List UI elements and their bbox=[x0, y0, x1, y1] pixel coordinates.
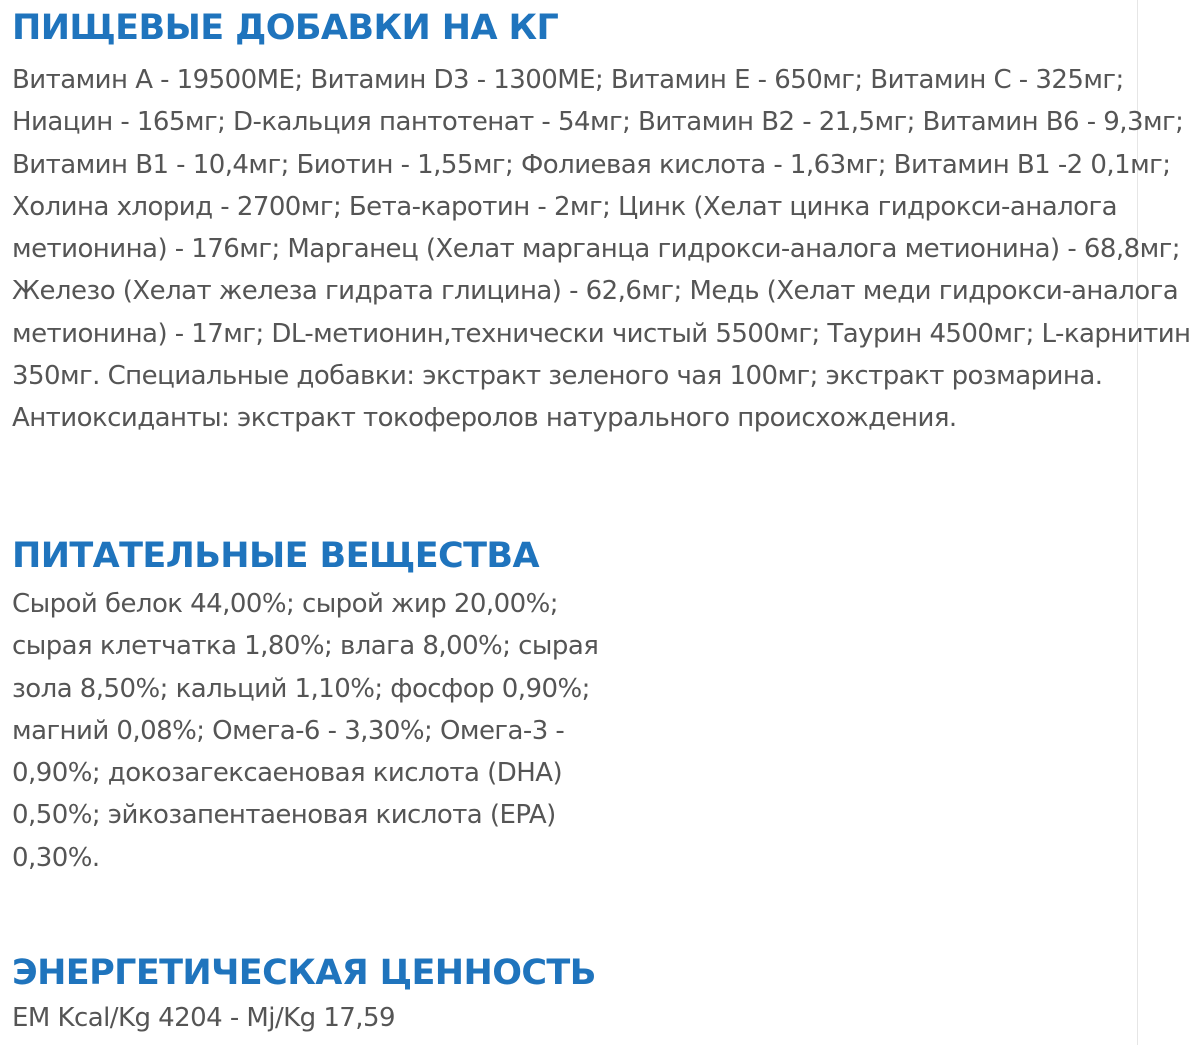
additives-text: Витамин A - 19500МЕ; Витамин D3 - 1300МЕ; Витамин E - 650мг; Витамин С - 325мг; Ниацин - 165мг; D-кальция пантотенат - 54мг; Витамин В2 - 21,5мг; Витамин В6 - 9,3мг; Витамин В1 - 10,4мг; Биотин - 1,55мг; Фолиевая кислота - 1,63мг; Витамин В1 -2 0,1мг; Холина хлорид - 2700мг; Бета-каротин - 2мг; Цинк (Хелат цинка гидрокси-аналога метионина) - 176мг; Марганец (Хелат марганца гидрокси-аналога метионина) - 68,8мг; Железо (Хелат железа гидрата глицина) - 62,6мг; Медь (Хелат меди гидрокси-аналога метионина) - 17мг; DL-метионин,технически чистый 5500мг; Таурин 4500мг; L-карнитин 350мг. Специальные добавки: экстракт зеленого чая 100мг; экстракт розмарина. Антиоксиданты: экстракт токоферолов натурального происхождения. bbox=[12, 65, 1191, 434]
energy-text: EM Kcal/Kg 4204 - Mj/Kg 17,59 bbox=[12, 1003, 396, 1033]
nutrients-text: Сырой белок 44,00%; сырой жир 20,00%; сырая клетчатка 1,80%; влага 8,00%; сырая зола 8,50%; кальций 1,10%; фосфор 0,90%; магний 0,08%; Омега-6 - 3,30%; Омега-3 - 0,90%; докозагексаеновая кислота (DHA) 0,50%; эйкозапентаеновая кислота (EPA) 0,30%. bbox=[12, 589, 599, 873]
energy-heading: ЭНЕРГЕТИЧЕСКАЯ ЦЕННОСТЬ bbox=[12, 953, 596, 993]
additives-section bbox=[12, 8, 1194, 440]
energy-section bbox=[12, 953, 612, 1039]
nutrients-section bbox=[12, 536, 612, 879]
nutrients-heading: ПИТАТЕЛЬНЫЕ ВЕЩЕСТВА bbox=[12, 536, 539, 576]
additives-heading: ПИЩЕВЫЕ ДОБАВКИ НА КГ bbox=[12, 8, 559, 48]
